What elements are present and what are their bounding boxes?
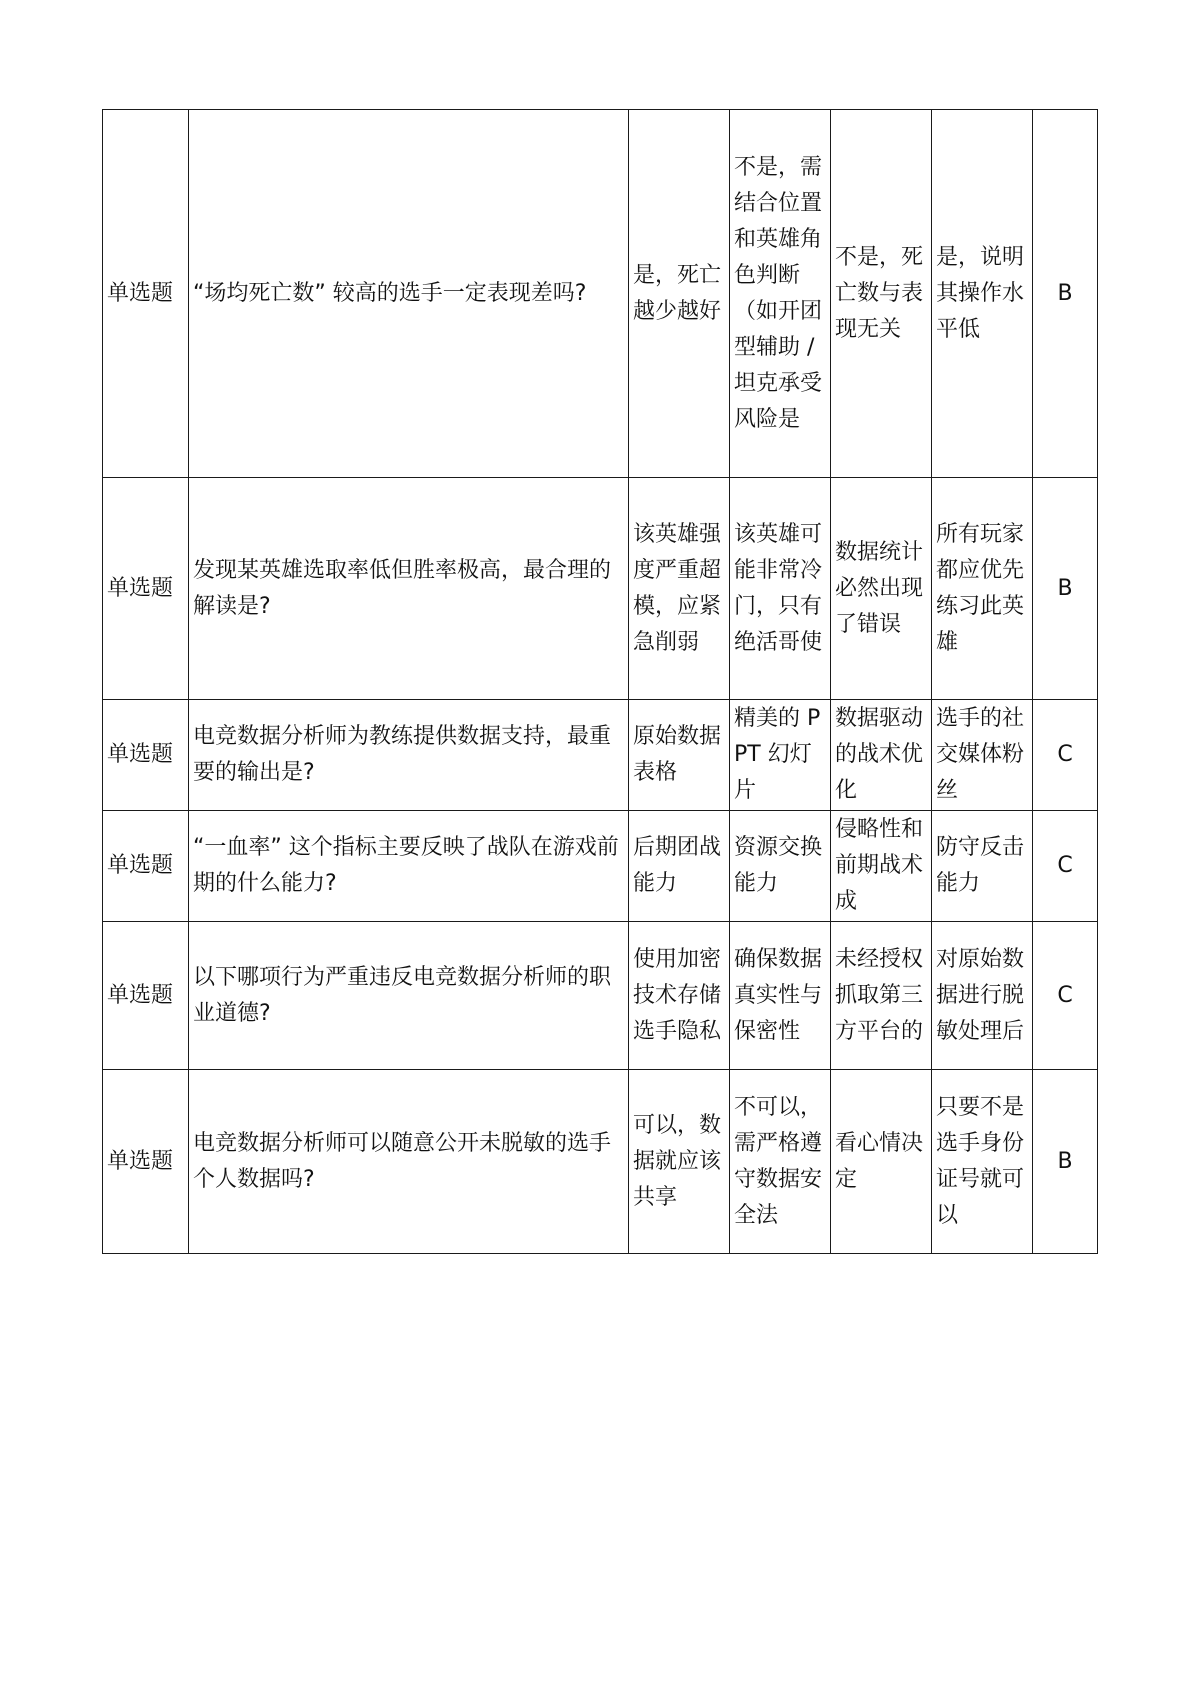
option-a: 是，死亡越少越好: [629, 110, 730, 478]
question-text: 电竞数据分析师为教练提供数据支持，最重要的输出是?: [189, 700, 629, 811]
answer: B: [1033, 1070, 1098, 1254]
table-row: [103, 1070, 1098, 1254]
option-d: [932, 922, 1033, 1070]
option-c: 数据驱动的战术优化: [831, 700, 932, 811]
option-a: 后期团战能力: [629, 811, 730, 922]
table-row: [103, 811, 1098, 922]
option-b: [730, 110, 831, 478]
option-c-text: 未经授权抓取第三方平台的: [835, 946, 924, 1044]
option-d: 只要不是选手身份证号就可以: [932, 1070, 1033, 1254]
question-text: 以下哪项行为严重违反电竞数据分析师的职业道德?: [189, 922, 629, 1070]
question-type: 单选题: [103, 811, 189, 922]
option-c: 看心情决定: [831, 1070, 932, 1254]
question-type: 单选题: [103, 110, 189, 478]
option-d: 是，说明其操作水平低: [932, 110, 1033, 478]
option-b: 不可以，需严格遵守数据安全法: [730, 1070, 831, 1254]
option-c-text: 侵略性和前期战术成: [835, 817, 924, 914]
question-text: 发现某英雄选取率低但胜率极高，最合理的解读是?: [189, 478, 629, 700]
option-a: 原始数据表格: [629, 700, 730, 811]
option-b-text: 该英雄可能非常冷门，只有绝活哥使: [734, 521, 823, 655]
answer: C: [1033, 811, 1098, 922]
table-row: [103, 922, 1098, 1070]
answer: B: [1033, 110, 1098, 478]
table-row: [103, 478, 1098, 700]
table-row: [103, 700, 1098, 811]
option-c: [831, 922, 932, 1070]
option-d-text: 选手的社交媒体粉丝: [936, 706, 1025, 803]
answer: C: [1033, 700, 1098, 811]
question-text: 电竞数据分析师可以随意公开未脱敏的选手个人数据吗?: [189, 1070, 629, 1254]
option-b: 精美的 PPT 幻灯片: [730, 700, 831, 811]
question-type: 单选题: [103, 700, 189, 811]
question-type: 单选题: [103, 1070, 189, 1254]
option-b: 资源交换能力: [730, 811, 831, 922]
option-d: 防守反击能力: [932, 811, 1033, 922]
question-type: 单选题: [103, 478, 189, 700]
option-a: 该英雄强度严重超模，应紧急削弱: [629, 478, 730, 700]
option-d: [932, 700, 1033, 811]
option-a: 使用加密技术存储选手隐私: [629, 922, 730, 1070]
answer: B: [1033, 478, 1098, 700]
question-type: 单选题: [103, 922, 189, 1070]
option-b: 确保数据真实性与保密性: [730, 922, 831, 1070]
question-text: “一血率” 这个指标主要反映了战队在游戏前期的什么能力?: [189, 811, 629, 922]
option-c: 数据统计必然出现了错误: [831, 478, 932, 700]
option-b: [730, 478, 831, 700]
question-table: [102, 109, 1098, 1254]
option-c: 不是，死亡数与表现无关: [831, 110, 932, 478]
option-b-text: 不是，需结合位置和英雄角色判断（如开团型辅助 / 坦克承受风险是: [734, 154, 823, 432]
answer: C: [1033, 922, 1098, 1070]
question-text: “场均死亡数” 较高的选手一定表现差吗?: [189, 110, 629, 478]
option-d: 所有玩家都应优先练习此英雄: [932, 478, 1033, 700]
option-c: [831, 811, 932, 922]
option-a: 可以，数据就应该共享: [629, 1070, 730, 1254]
option-d-text: 对原始数据进行脱敏处理后: [936, 946, 1025, 1044]
table-row: [103, 110, 1098, 478]
